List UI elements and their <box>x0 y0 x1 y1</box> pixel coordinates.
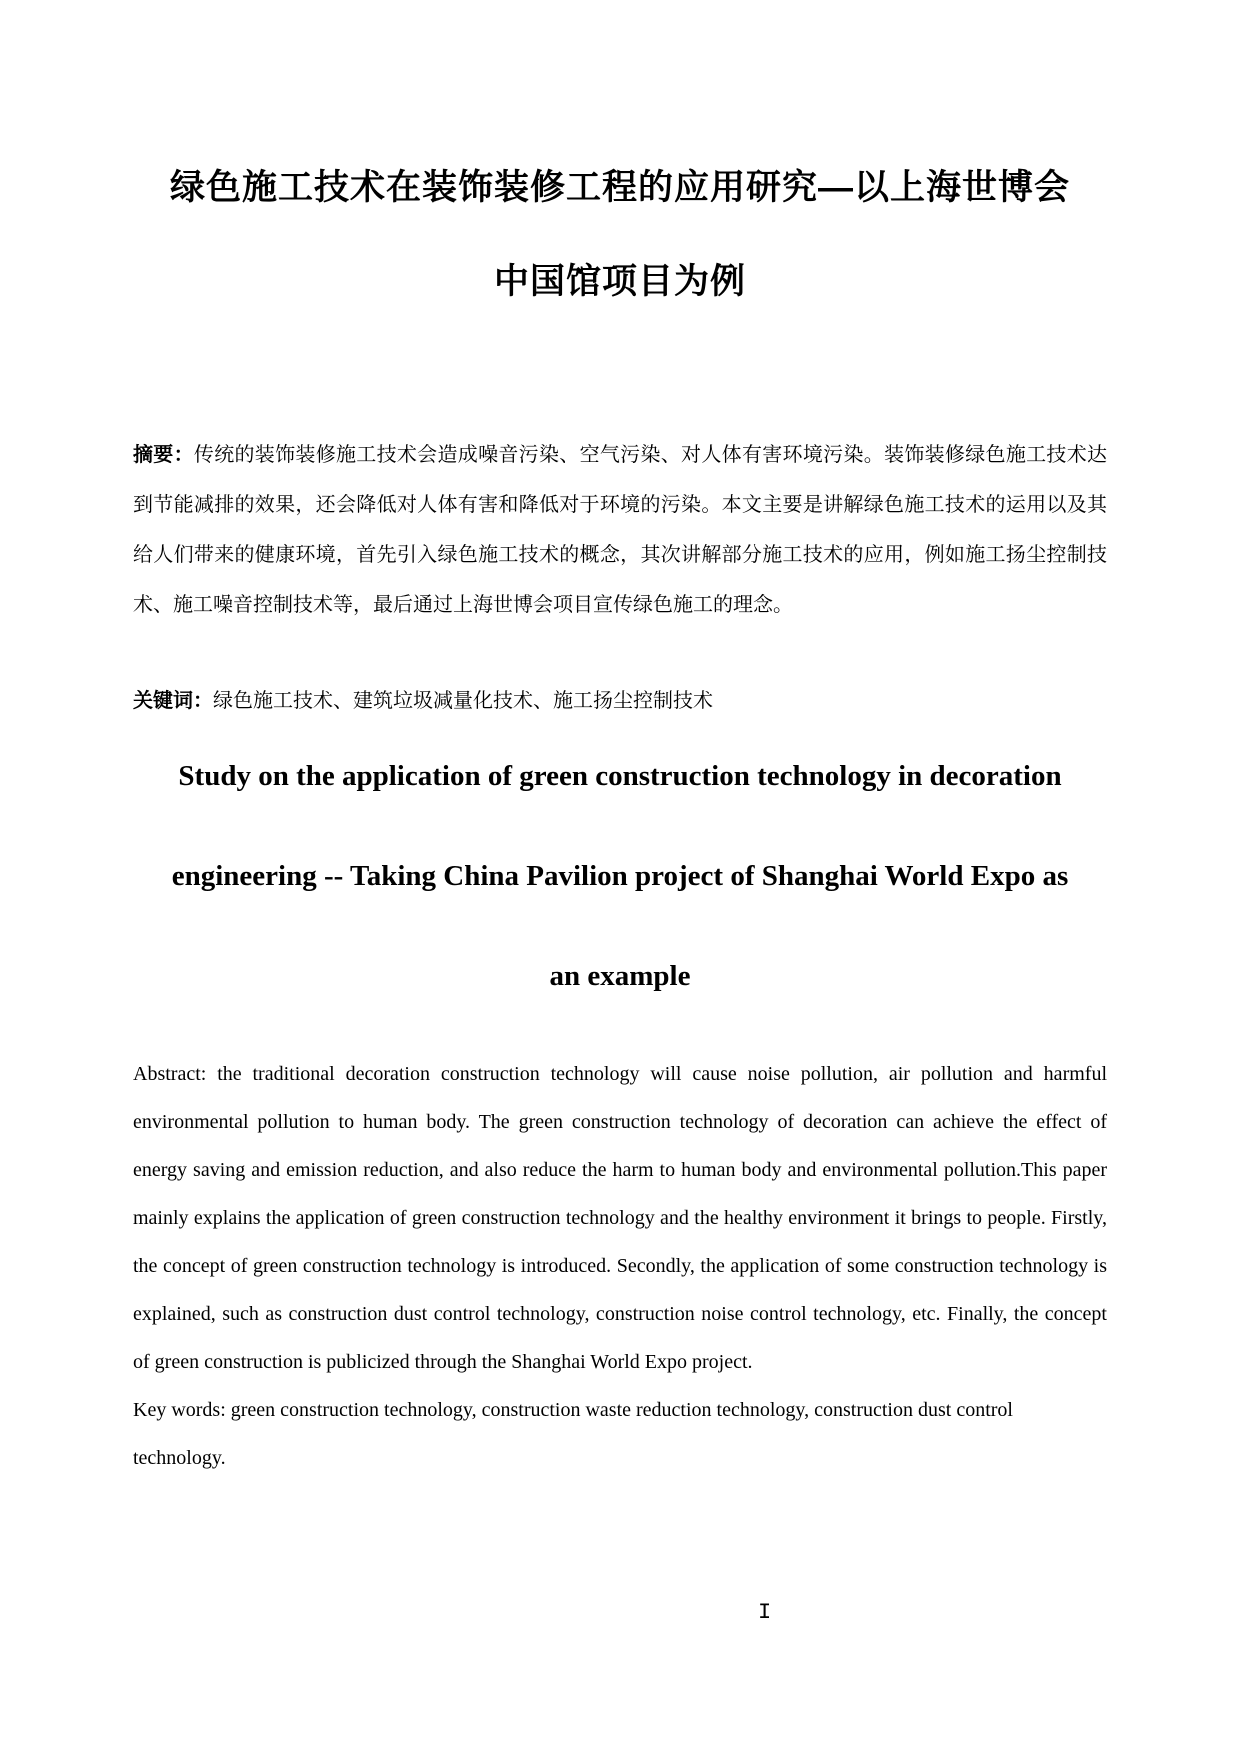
chinese-keywords <box>133 686 1107 716</box>
chinese-title <box>0 160 1240 304</box>
english-title-line-1: Study on the application of green construction technology in decoration <box>178 760 1062 792</box>
chinese-title-line-2: 中国馆项目为例 <box>493 262 746 301</box>
chinese-abstract <box>133 430 1107 630</box>
english-keywords: Key words: green construction technology, construction waste reduction technology, construction dust control technology. <box>133 1399 1013 1469</box>
chinese-title-line-1: 绿色施工技术在装饰装修工程的应用研究—以上海世博会 <box>169 168 1070 207</box>
english-abstract: Abstract: the traditional decoration construction technology will cause noise pollution, air pollution and harmful environmental pollution to human body. The green construction technology of decoration can achieve the effect of energy saving and emission reduction, and also reduce the harm to human body and environmental pollution.This paper mainly explains the application of green construction technology and the healthy environment it brings to people. Firstly, the concept of green construction technology is introduced. Secondly, the application of some construction technology is explained, such as construction dust control technology, construction noise control technology, etc. Finally, the concept of green construction is publicized through the Shanghai World Expo project. <box>133 1063 1107 1373</box>
chinese-abstract-text: 传统的装饰装修施工技术会造成噪音污染、空气污染、对人体有害环境污染。装饰装修绿色施工技术达到节能减排的效果，还会降低对人体有害和降低对于环境的污染。本文主要是讲解绿色施工技术的运用以及其给人们带来的健康环境，首先引入绿色施工技术的概念，其次讲解部分施工技术的应用，例如施工扬尘控制技术、施工噪音控制技术等，最后通过上海世博会项目宣传绿色施工的理念。 <box>133 444 1108 616</box>
chinese-keywords-label: 关键词： <box>133 690 213 712</box>
english-title-line-3: an example <box>549 960 691 992</box>
english-title-line-2: engineering -- Taking China Pavilion project of Shanghai World Expo as <box>171 860 1069 892</box>
chinese-abstract-label: 摘要： <box>133 444 194 466</box>
english-title <box>0 726 1240 1026</box>
chinese-keywords-text: 绿色施工技术、建筑垃圾减量化技术、施工扬尘控制技术 <box>213 690 713 712</box>
english-body <box>133 1050 1107 1482</box>
page-number: I <box>758 1600 772 1625</box>
